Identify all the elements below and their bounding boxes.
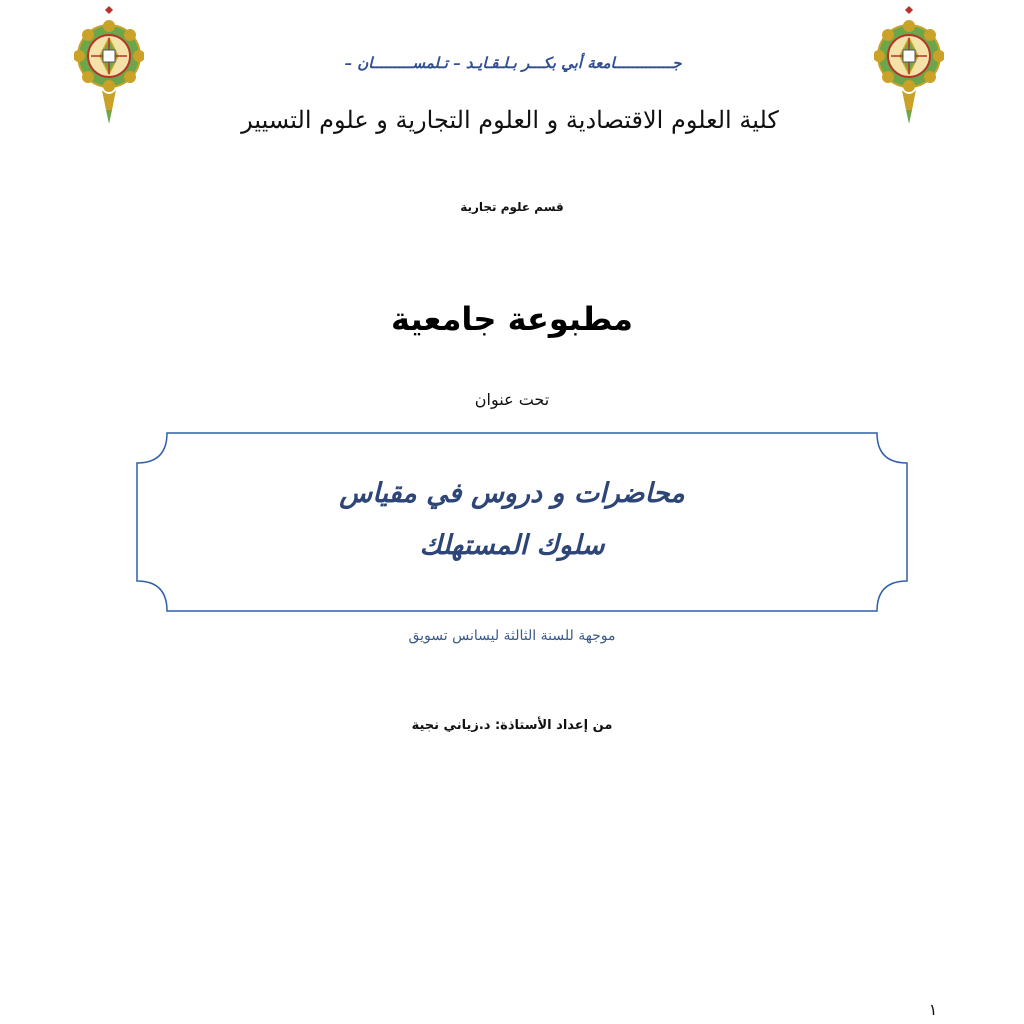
target-audience: موجهة للسنة الثالثة ليسانس تسويق: [408, 628, 616, 644]
university-seal-icon: [74, 6, 144, 130]
course-title-line-2: سلوك المستهلك: [419, 530, 605, 561]
faculty-name: كلية العلوم الاقتصادية و العلوم التجارية و علوم التسيير: [241, 106, 779, 134]
page-number: ١: [928, 1000, 938, 1019]
under-title-label: تحت عنوان: [474, 390, 550, 409]
department-name: قسم علوم تجارية: [460, 200, 564, 214]
document-type-heading: مطبوعة جامعية: [391, 300, 633, 338]
course-title-line-1: محاضرات و دروس في مقياس: [339, 478, 685, 509]
author-line: من إعداد الأستاذة: د.زياني نجية: [411, 718, 613, 733]
university-seal-icon: [874, 6, 944, 130]
university-name: جـــــــــــــامعة أبي بكـــر بـلـقـايـد – تـلمســـــــــان –: [344, 54, 682, 72]
course-title: [150, 468, 874, 572]
